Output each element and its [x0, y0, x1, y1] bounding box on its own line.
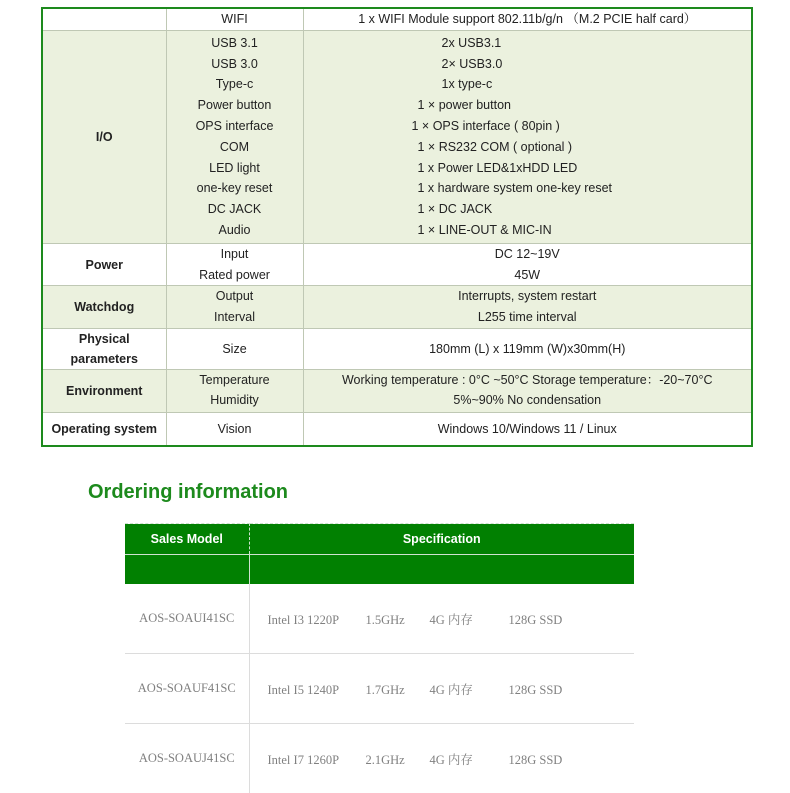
spec-values — [303, 8, 752, 30]
spec-group-os — [42, 412, 752, 446]
spec-value: 1 x WIFI Module support 802.11b/g/n （M.2 PCIE half card） — [304, 9, 752, 30]
spec-labels — [166, 369, 303, 412]
spec-table — [41, 7, 753, 447]
ordering-header-row — [125, 524, 634, 555]
spec-value: 5%~90% No condensation — [304, 390, 752, 410]
spec-ssd: 128G SSD — [509, 613, 563, 628]
spec-value: 1 x hardware system one-key reset — [304, 178, 752, 199]
spec-value: 45W — [304, 265, 752, 286]
spec-label: Audio — [167, 220, 303, 241]
spec-value: 1 × RS232 COM ( optional ) — [304, 137, 752, 158]
spec-labels — [166, 8, 303, 30]
header-specification: Specification — [249, 524, 634, 555]
spec-label: DC JACK — [167, 199, 303, 220]
spec-freq: 1.7GHz — [366, 683, 430, 698]
spec-label: Output — [167, 286, 303, 307]
spec-value: L255 time interval — [304, 307, 752, 328]
spec-ssd: 128G SSD — [509, 753, 563, 768]
spec-group-wifi — [42, 8, 752, 30]
spec-label: one-key reset — [167, 178, 303, 199]
spec-labels — [166, 412, 303, 446]
spec-group-io — [42, 30, 752, 243]
spec-freq: 2.1GHz — [366, 753, 430, 768]
spec-label: COM — [167, 137, 303, 158]
specification — [249, 654, 634, 724]
spec-group-physical — [42, 328, 752, 369]
ordering-table — [125, 523, 634, 793]
spec-label: Temperature — [167, 370, 303, 390]
spec-category-physical — [42, 328, 166, 369]
spec-category-os: Operating system — [42, 412, 166, 446]
spec-label: WIFI — [167, 9, 303, 30]
spec-value: Windows 10/Windows 11 / Linux — [304, 419, 752, 440]
sales-model: AOS-SOAUI41SC — [125, 584, 249, 654]
spec-value: DC 12~19V — [304, 244, 752, 265]
spec-ram: 4G 内存 — [430, 610, 509, 628]
spec-cpu: Intel I7 1260P — [268, 753, 366, 768]
spec-group-power — [42, 243, 752, 286]
spec-values — [303, 30, 752, 243]
specification — [249, 584, 634, 654]
spec-value: Interrupts, system restart — [304, 286, 752, 307]
spec-group-environment — [42, 369, 752, 412]
header-band-cell — [249, 555, 634, 585]
spec-label: Type-c — [167, 74, 303, 95]
specification — [249, 724, 634, 793]
spec-cpu: Intel I3 1220P — [268, 613, 366, 628]
spec-value: 1 × OPS interface ( 80pin ) — [304, 116, 752, 137]
spec-label: Interval — [167, 307, 303, 328]
spec-label: USB 3.1 — [167, 33, 303, 54]
spec-category-power: Power — [42, 243, 166, 286]
spec-labels — [166, 30, 303, 243]
spec-value: 180mm (L) x 119mm (W)x30mm(H) — [304, 339, 752, 360]
spec-label: Vision — [167, 419, 303, 440]
spec-label: LED light — [167, 158, 303, 179]
spec-label: Humidity — [167, 390, 303, 410]
spec-ram: 4G 内存 — [430, 750, 509, 768]
table-row — [125, 724, 634, 793]
spec-category-watchdog: Watchdog — [42, 286, 166, 329]
spec-ssd: 128G SSD — [509, 683, 563, 698]
spec-label: Input — [167, 244, 303, 265]
spec-value: 2× USB3.0 — [304, 54, 752, 75]
table-row — [125, 654, 634, 724]
spec-values — [303, 243, 752, 286]
spec-value: 2x USB3.1 — [304, 33, 752, 54]
ordering-header-band — [125, 555, 634, 585]
spec-category-environment: Environment — [42, 369, 166, 412]
sales-model: AOS-SOAUJ41SC — [125, 724, 249, 793]
spec-labels — [166, 328, 303, 369]
spec-category-io: I/O — [42, 30, 166, 243]
spec-label: Rated power — [167, 265, 303, 286]
spec-labels — [166, 286, 303, 329]
spec-value: 1x type-c — [304, 74, 752, 95]
spec-value: 1 × power button — [304, 95, 752, 116]
spec-label: Size — [167, 339, 303, 360]
spec-freq: 1.5GHz — [366, 613, 430, 628]
ordering-title: Ordering information — [88, 481, 288, 504]
header-band-cell — [125, 555, 249, 585]
table-row — [125, 584, 634, 654]
spec-labels — [166, 243, 303, 286]
spec-value: 1 × DC JACK — [304, 199, 752, 220]
spec-values — [303, 369, 752, 412]
spec-values — [303, 412, 752, 446]
spec-values — [303, 286, 752, 329]
spec-group-watchdog — [42, 286, 752, 329]
spec-value: 1 × LINE-OUT & MIC-IN — [304, 220, 752, 241]
spec-category-line: Physical — [43, 329, 166, 349]
spec-ram: 4G 内存 — [430, 680, 509, 698]
spec-value: Working temperature : 0°C ~50°C Storage temperature：-20~70°C — [304, 370, 752, 390]
spec-label: OPS interface — [167, 116, 303, 137]
spec-category — [42, 8, 166, 30]
spec-values — [303, 328, 752, 369]
spec-label: Power button — [167, 95, 303, 116]
spec-label: USB 3.0 — [167, 54, 303, 75]
spec-value: 1 x Power LED&1xHDD LED — [304, 158, 752, 179]
header-sales-model: Sales Model — [125, 524, 249, 555]
sales-model: AOS-SOAUF41SC — [125, 654, 249, 724]
spec-cpu: Intel I5 1240P — [268, 683, 366, 698]
spec-category-line: parameters — [43, 349, 166, 369]
